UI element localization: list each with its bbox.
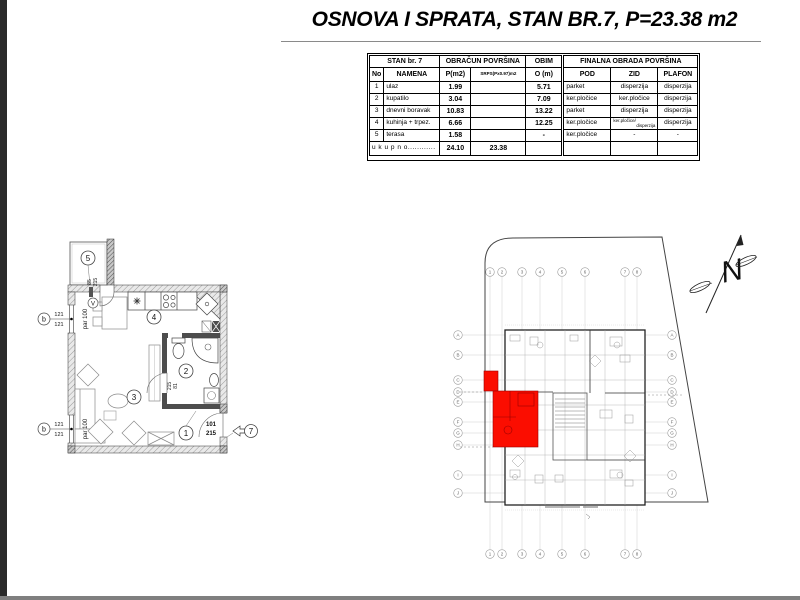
dim-121: 121 [54, 432, 64, 438]
area-table-frame [367, 53, 700, 161]
room-label-bathroom [179, 364, 193, 378]
td-r4-zid-line1: ker.pločice/ [613, 118, 636, 123]
north-arrow-icon [689, 235, 758, 313]
grid-axis-label: G [456, 430, 460, 436]
table-column-header-row [370, 68, 698, 82]
td-r5-o: - [526, 130, 563, 142]
grid-axis-label: 7 [623, 269, 627, 275]
td-r1-no: 1 [370, 82, 384, 94]
td-r4-namena: kuhinja + trpez. [384, 118, 440, 130]
left-arrow-icon [233, 426, 245, 436]
dim-215: 215 [167, 381, 173, 391]
table-row-5 [370, 130, 698, 142]
grid-axis-label: 5 [560, 551, 564, 557]
grid-axis-label: 3 [520, 269, 524, 275]
td-r5-plafon: - [658, 130, 698, 142]
grid-axis-label: 1 [488, 551, 492, 557]
td-total-o [526, 142, 563, 156]
td-r1-zid: disperzija [611, 82, 658, 94]
grid-axis-label: F [670, 419, 674, 425]
unit-7-body [493, 391, 538, 447]
hall-closet [149, 345, 160, 401]
section-marker-label: b [42, 316, 46, 324]
grid-axis-label: 2 [500, 551, 504, 557]
grid-axis-label: 6 [583, 269, 587, 275]
room-number: 3 [131, 393, 137, 402]
table-row-2 [370, 94, 698, 106]
td-r5-zid: - [611, 130, 658, 142]
grid-axis-label: 8 [635, 269, 639, 275]
entrance-ref-7 [233, 425, 258, 438]
room-label-kitchen [147, 310, 161, 324]
site-caption-marks [545, 507, 598, 519]
grid-axis-label: 6 [583, 551, 587, 557]
table-row-1 [370, 82, 698, 94]
th-plafon: PLAFON [658, 68, 698, 82]
sink-icon [134, 298, 141, 305]
td-r4-plafon: disperzija [658, 118, 698, 130]
td-r3-p: 10.83 [440, 106, 471, 118]
washbasin-icon [210, 374, 219, 387]
th-obim: OBIM [526, 56, 563, 68]
dim-85: 85 [87, 279, 93, 285]
grid-axis-label: C [670, 377, 674, 383]
grid-axis-label: D [456, 389, 460, 395]
grid-axis-label: D [670, 389, 674, 395]
room-number: 7 [248, 427, 254, 436]
td-r1-o: 5.71 [526, 82, 563, 94]
th-srps: SRPS(Px0.97)m2 [471, 68, 526, 82]
td-r2-namena: kupatilo [384, 94, 440, 106]
td-total-srps: 23.38 [471, 142, 526, 156]
td-r4-zid [611, 118, 658, 130]
title-underline [281, 41, 761, 42]
td-r3-namena: dnevni boravak [384, 106, 440, 118]
room-label-terrace [81, 251, 95, 265]
grid-axis-label: 8 [635, 551, 639, 557]
floor-plan [30, 225, 260, 475]
td-r3-srps [471, 106, 526, 118]
unit-7-terrace [484, 371, 498, 391]
grid-axis-label: 2 [500, 269, 504, 275]
td-r1-p: 1.99 [440, 82, 471, 94]
td-total-plafon [658, 142, 698, 156]
grid-axis-label: A [456, 332, 460, 338]
grid-axis-label: B [670, 352, 674, 358]
grid-axis-label: F [456, 419, 460, 425]
th-finalna: FINALNA OBRADA POVRŠINA [563, 56, 698, 68]
table-total-row [370, 142, 698, 156]
grid-axis-label: E [456, 399, 460, 405]
grid-axis-label: 7 [623, 551, 627, 557]
room-number: 4 [151, 313, 157, 322]
grid-axis-label: 4 [538, 269, 542, 275]
th-zid: ZID [611, 68, 658, 82]
grid-axis-label: H [670, 442, 674, 448]
grid-axis-label: I [457, 472, 459, 478]
td-r2-no: 2 [370, 94, 384, 106]
grid-axis-label: 5 [560, 269, 564, 275]
page-left-border [0, 0, 7, 600]
th-obracun: OBRAČUN POVRŠINA [440, 56, 526, 68]
td-r4-o: 12.25 [526, 118, 563, 130]
north-letter: N [717, 252, 746, 290]
area-table [369, 55, 698, 156]
toilet-icon [172, 338, 185, 359]
grid-axis-label: G [670, 430, 674, 436]
td-r3-zid: disperzija [611, 106, 658, 118]
td-r5-srps [471, 130, 526, 142]
td-r3-pod: parket [563, 106, 611, 118]
site-plan [450, 225, 790, 570]
grid-axis-label: 4 [538, 551, 542, 557]
td-r2-zid: ker.pločice [611, 94, 658, 106]
shower-icon [192, 338, 218, 363]
td-r2-plafon: disperzija [658, 94, 698, 106]
td-r4-no: 4 [370, 118, 384, 130]
room-label-living [127, 390, 141, 404]
dim-215: 215 [93, 277, 99, 287]
washing-machine-icon [204, 388, 219, 403]
terrace-wall [107, 239, 114, 285]
grid-axis-label: J [670, 490, 674, 496]
th-stan: STAN br. 7 [370, 56, 440, 68]
grid-axis-label: B [456, 352, 460, 358]
td-r2-pod: ker.pločice [563, 94, 611, 106]
td-r3-plafon: disperzija [658, 106, 698, 118]
td-r5-no: 5 [370, 130, 384, 142]
par-100-label: par 100 [83, 418, 89, 440]
grid-axis-label: E [670, 399, 674, 405]
td-r4-zid-line2: disperzija [636, 122, 656, 128]
td-total-p: 24.10 [440, 142, 471, 156]
table-group-header-row [370, 56, 698, 68]
td-total-zid [611, 142, 658, 156]
td-r3-no: 3 [370, 106, 384, 118]
td-r1-namena: ulaz [384, 82, 440, 94]
vent-shaft-icon [202, 321, 220, 332]
section-marker-b-bottom [38, 422, 73, 438]
td-r1-plafon: disperzija [658, 82, 698, 94]
td-r5-pod: ker.pločice [563, 130, 611, 142]
th-pod: POD [563, 68, 611, 82]
table-row-3 [370, 106, 698, 118]
page-title: OSNOVA I SPRATA, STAN BR.7, P=23.38 m2 [311, 8, 738, 31]
td-r2-p: 3.04 [440, 94, 471, 106]
door-dim-215: 215 [205, 431, 217, 437]
grid-axis-label: 3 [520, 551, 524, 557]
grid-axis-label: C [456, 377, 460, 383]
td-r4-p: 6.66 [440, 118, 471, 130]
td-r1-pod: parket [563, 82, 611, 94]
th-namena: NAMENA [384, 68, 440, 82]
td-r5-p: 1.58 [440, 130, 471, 142]
corner-sink-icon [196, 292, 220, 319]
dim-121: 121 [54, 422, 64, 428]
table-row-4 [370, 118, 698, 130]
th-p: P(m2) [440, 68, 471, 82]
room-label-entrance [179, 426, 193, 440]
td-r5-namena: terasa [384, 130, 440, 142]
grid-axis-label: 1 [488, 269, 492, 275]
dim-81: 81 [173, 383, 179, 389]
page-bottom-border [0, 596, 800, 600]
td-r4-pod: ker.pločice [563, 118, 611, 130]
room-number: 2 [183, 367, 189, 376]
th-o: O (m) [526, 68, 563, 82]
td-r3-o: 13.22 [526, 106, 563, 118]
td-r1-srps [471, 82, 526, 94]
grid-axis-label: A [670, 332, 674, 338]
td-r2-srps [471, 94, 526, 106]
dim-121: 121 [54, 312, 64, 318]
grid-axis-label: I [671, 472, 673, 478]
grid-axis-label: H [456, 442, 460, 448]
section-marker-b-top [38, 312, 73, 328]
dim-121: 121 [54, 322, 64, 328]
td-total-label: u k u p n o............ [370, 142, 440, 156]
th-no: No [370, 68, 384, 82]
td-r4-srps [471, 118, 526, 130]
room-number: 5 [85, 254, 91, 263]
par-100-label: par 100 [83, 308, 89, 330]
room-number: 1 [183, 429, 189, 438]
grid-axis-label: J [456, 490, 460, 496]
td-r2-o: 7.09 [526, 94, 563, 106]
section-marker-label: b [42, 426, 46, 434]
td-total-pod [563, 142, 611, 156]
vent-letter: V [90, 301, 96, 308]
door-dim-101: 101 [205, 422, 217, 428]
